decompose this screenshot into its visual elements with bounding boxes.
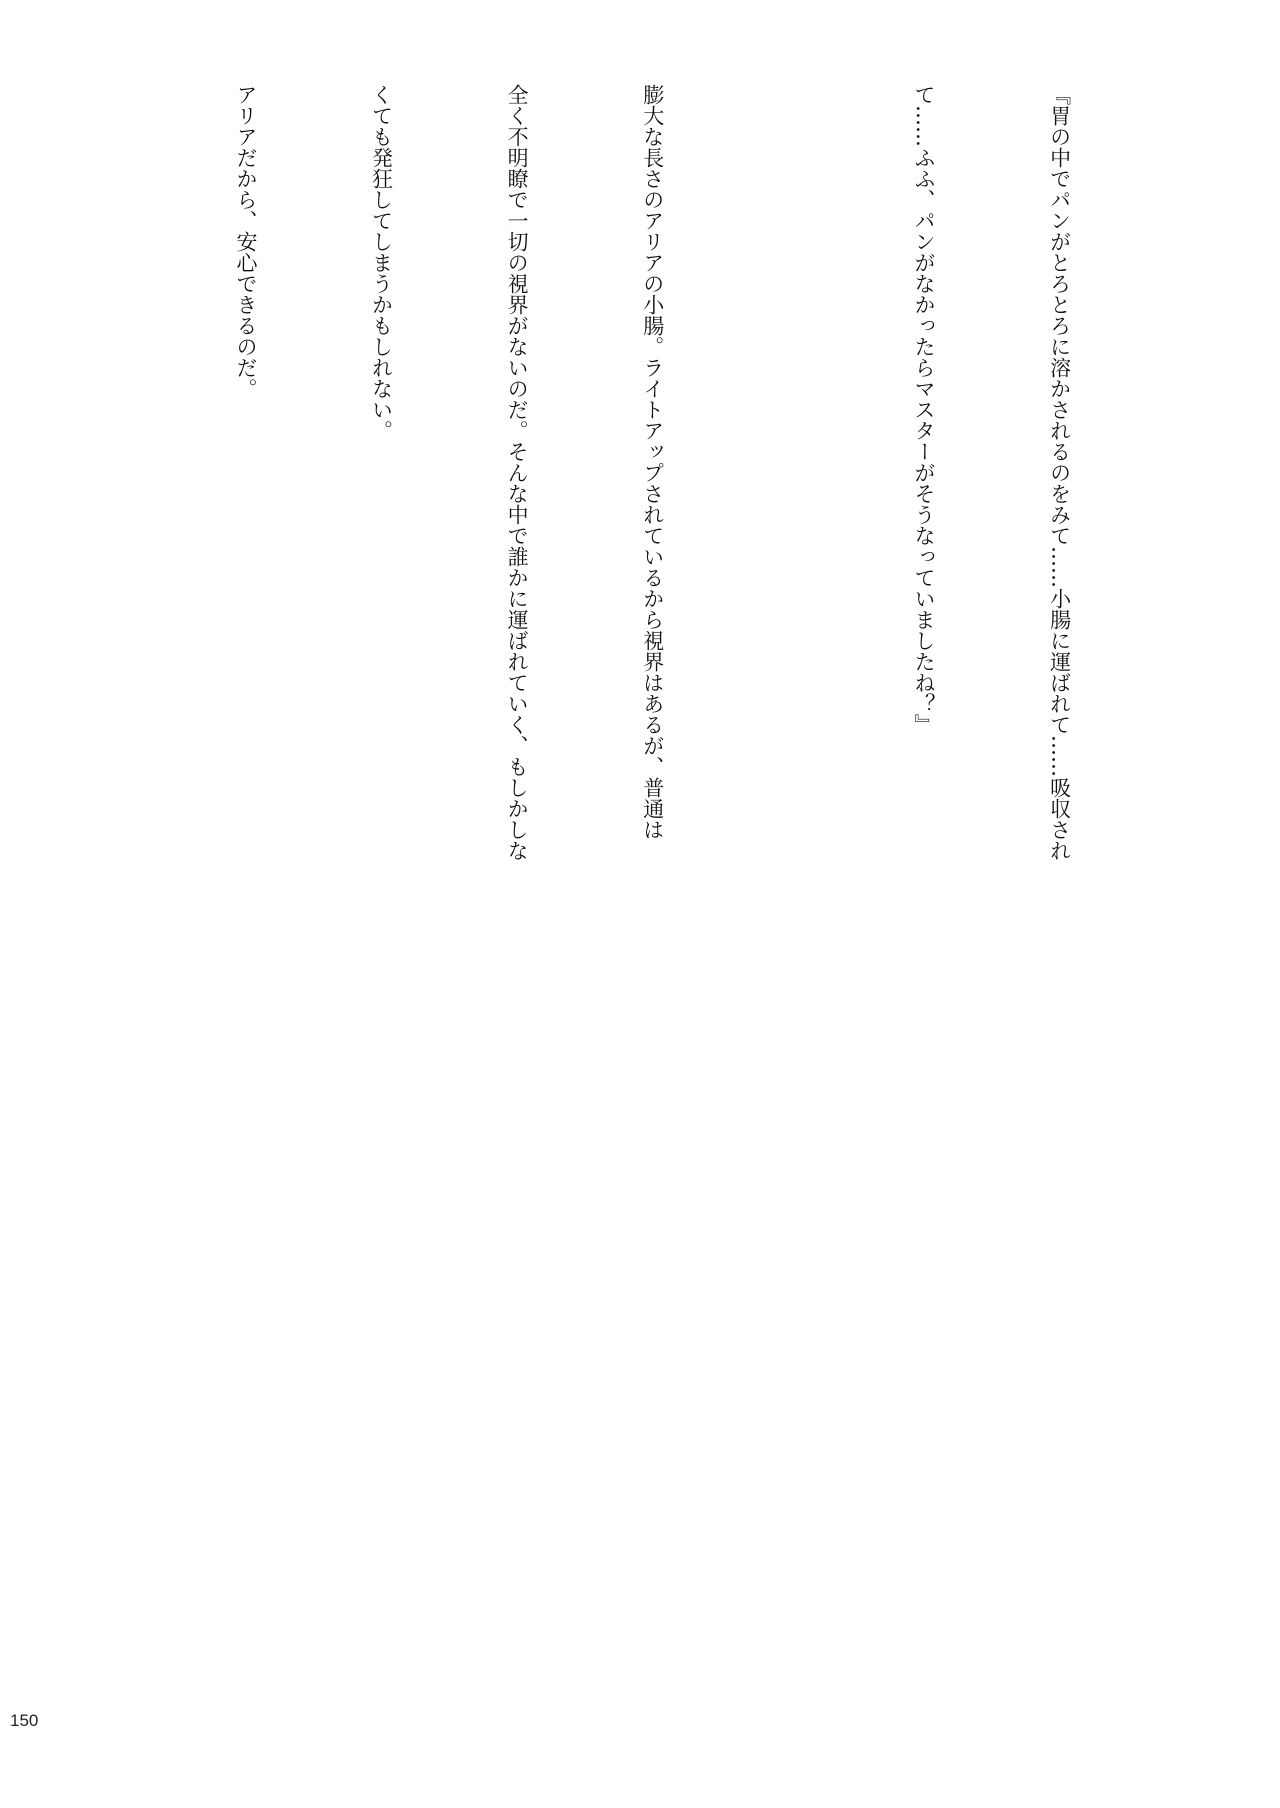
text-line: アリアだから、安心できるのだ。 [233,84,258,399]
text-line: 全く不明瞭で一切の視界がないのだ。そんな中で誰かに運ばれていく、もしかしな [505,84,530,861]
text-line: くても発狂してしまうかもしれない。 [369,84,394,441]
text-line: て……ふふ、パンがなかったらマスターがそうなっていましたね？』 [911,84,936,735]
page-number: 150 [10,1711,39,1730]
text-line: 膨大な長さのアリアの小腸。ライトアップされているから視界はあるが、普通は [640,84,665,840]
blank-line [765,84,810,944]
text-line: 『胃の中でパンがとろとろに溶かされるのをみて……小腸に運ばれて……吸収され [1047,84,1072,861]
blank-line [87,84,132,944]
vertical-text-column [112,84,1172,944]
